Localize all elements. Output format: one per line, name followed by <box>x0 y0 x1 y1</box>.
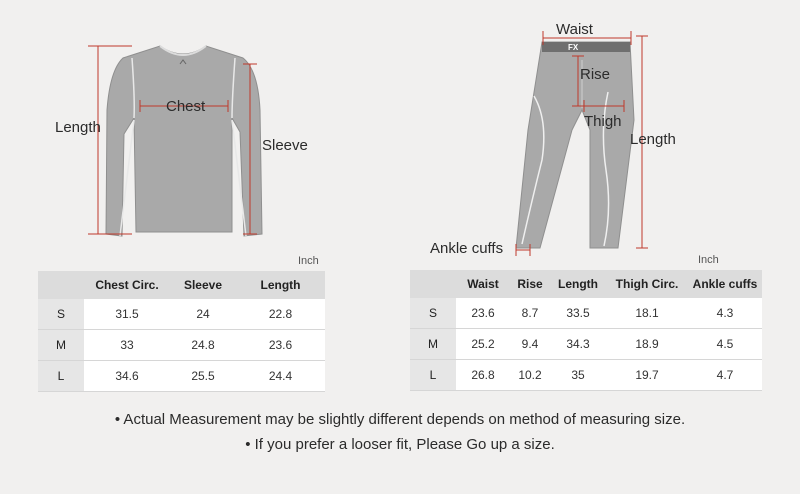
table-cell: 34.6 <box>84 361 170 392</box>
pants-unit-label: Inch <box>698 254 719 266</box>
table-row <box>410 329 762 360</box>
table-header-cell: Waist <box>456 270 510 298</box>
pants-thigh-label: Thigh <box>584 113 622 130</box>
size-cell: L <box>38 361 84 392</box>
table-cell: 10.2 <box>510 360 550 391</box>
shirt-chest-label: Chest <box>166 98 206 115</box>
table-cell: 4.5 <box>688 329 762 360</box>
table-header-cell: Chest Circ. <box>84 271 170 299</box>
pants-length-label: Length <box>630 131 676 148</box>
table-header-cell: Thigh Circ. <box>606 270 688 298</box>
table-row <box>410 360 762 391</box>
shirt-sleeve-label: Sleeve <box>262 137 308 154</box>
table-cell: 23.6 <box>456 298 510 329</box>
table-header-cell: Length <box>550 270 606 298</box>
table-cell: 25.2 <box>456 329 510 360</box>
table-cell: 22.8 <box>236 299 325 330</box>
table-cell: 8.7 <box>510 298 550 329</box>
size-cell: M <box>38 330 84 361</box>
table-cell: 23.6 <box>236 330 325 361</box>
table-header-cell: Length <box>236 271 325 299</box>
table-cell: 18.9 <box>606 329 688 360</box>
size-cell: L <box>410 360 456 391</box>
table-cell: 19.7 <box>606 360 688 391</box>
size-cell: M <box>410 329 456 360</box>
table-cell: 18.1 <box>606 298 688 329</box>
shirt-illustration <box>106 46 262 236</box>
table-header-cell: Ankle cuffs <box>688 270 762 298</box>
table-cell: 25.5 <box>170 361 236 392</box>
pants-ankle-cuffs-label: Ankle cuffs <box>430 240 504 257</box>
pants-rise-label: Rise <box>580 66 611 83</box>
table-header-cell: Rise <box>510 270 550 298</box>
table-cell: 31.5 <box>84 299 170 330</box>
shirt-length-label: Length <box>55 119 101 136</box>
table-cell: 34.3 <box>550 329 606 360</box>
size-cell: S <box>410 298 456 329</box>
table-cell: 4.3 <box>688 298 762 329</box>
shirt-size-table <box>38 271 325 392</box>
table-cell: 24.4 <box>236 361 325 392</box>
size-cell: S <box>38 299 84 330</box>
pants-illustration <box>516 42 634 248</box>
table-cell: 33.5 <box>550 298 606 329</box>
table-row <box>38 299 325 330</box>
table-cell: 35 <box>550 360 606 391</box>
table-row <box>38 330 325 361</box>
pants-waist-label: Waist <box>556 21 593 38</box>
pants-waistband-text: FX <box>568 43 579 52</box>
pants-size-table <box>410 270 762 391</box>
table-row <box>38 361 325 392</box>
table-header-row <box>38 271 325 299</box>
table-cell: 24.8 <box>170 330 236 361</box>
fit-note: • If you prefer a looser fit, Please Go up a size. <box>245 436 555 453</box>
measurement-note: • Actual Measurement may be slightly different depends on method of measuring size. <box>114 411 686 428</box>
table-header-cell <box>38 271 84 299</box>
shirt-unit-label: Inch <box>298 255 319 267</box>
table-cell: 33 <box>84 330 170 361</box>
table-header-cell: Sleeve <box>170 271 236 299</box>
table-header-cell <box>410 270 456 298</box>
table-cell: 4.7 <box>688 360 762 391</box>
table-cell: 9.4 <box>510 329 550 360</box>
table-header-row <box>410 270 762 298</box>
table-cell: 24 <box>170 299 236 330</box>
table-row <box>410 298 762 329</box>
table-cell: 26.8 <box>456 360 510 391</box>
